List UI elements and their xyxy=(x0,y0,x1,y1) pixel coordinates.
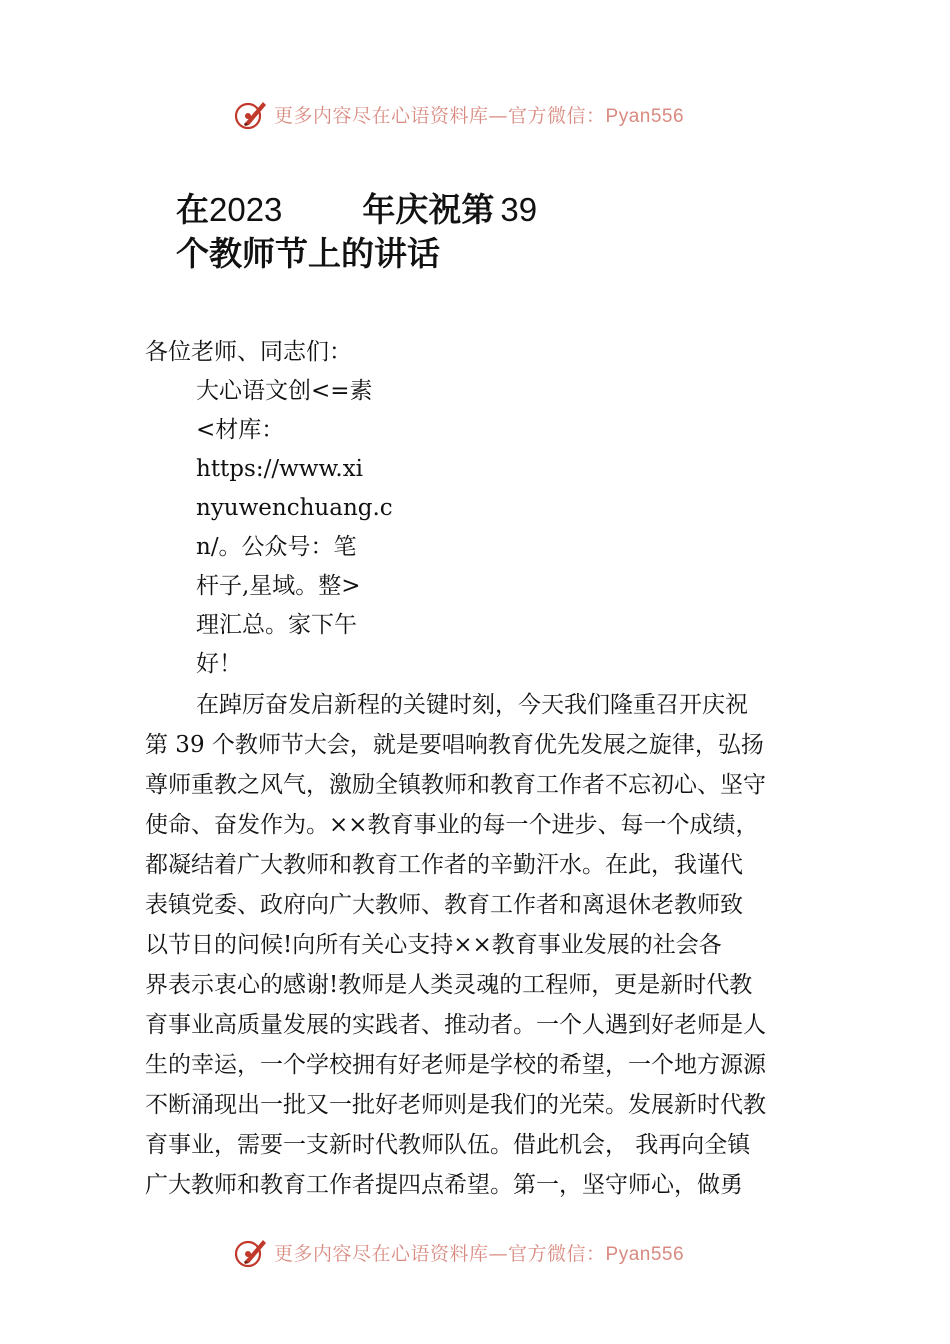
paragraph-line: 以节日的问候!向所有关心支持××教育事业发展的社会各 xyxy=(145,932,722,958)
paragraph-line: 第 39 个教师节大会，就是要唱响教育优先发展之旋律，弘扬 xyxy=(145,732,764,758)
inserted-line: https://www.xi xyxy=(196,456,364,482)
inserted-line: 大心语文创<=素 xyxy=(196,378,373,404)
watermark-text: 更多内容尽在心语资料库—官方微信：Pyan556 xyxy=(274,104,685,127)
inserted-line: <材库： xyxy=(196,417,285,443)
pen-nib-logo-icon xyxy=(232,96,268,132)
paragraph-line: 育事业，需要一支新时代教师队伍。借此机会， 我再向全镇 xyxy=(145,1132,751,1158)
paragraph-line: 在踔厉奋发启新程的关键时刻，今天我们隆重召开庆祝 xyxy=(196,692,748,718)
inserted-line: 好！ xyxy=(196,651,242,677)
watermark-header xyxy=(232,96,684,132)
inserted-line: 理汇总。家下午 xyxy=(196,612,357,638)
pen-nib-logo-icon xyxy=(232,1234,268,1270)
paragraph-line: 不断涌现出一批又一批好老师则是我们的光荣。发展新时代教 xyxy=(145,1092,766,1118)
inserted-line: n/。公众号：笔 xyxy=(196,534,357,560)
paragraph-line: 界表示衷心的感谢!教师是人类灵魂的工程师，更是新时代教 xyxy=(145,972,753,998)
inserted-line: nyuwenchuang.c xyxy=(196,495,393,521)
watermark-footer xyxy=(232,1234,684,1270)
paragraph-line: 育事业高质量发展的实践者、推动者。一个人遇到好老师是人 xyxy=(145,1012,766,1038)
paragraph-line: 尊师重教之风气，激励全镇教师和教育工作者不忘初心、坚守 xyxy=(145,772,766,798)
paragraph-line: 表镇党委、政府向广大教师、教育工作者和离退休老教师致 xyxy=(145,892,743,918)
watermark-text: 更多内容尽在心语资料库—官方微信：Pyan556 xyxy=(274,1242,685,1265)
paragraph-line: 使命、奋发作为。××教育事业的每一个进步、每一个成绩， xyxy=(145,812,759,838)
inserted-line: 杆子,星域。整> xyxy=(196,573,361,599)
paragraph-line: 生的幸运，一个学校拥有好老师是学校的希望，一个地方源源 xyxy=(145,1052,766,1078)
salutation: 各位老师、同志们： xyxy=(145,339,352,365)
document-title-line-1: 在2023 年庆祝第 39 xyxy=(176,190,538,229)
paragraph-line: 都凝结着广大教师和教育工作者的辛勤汗水。在此，我谨代 xyxy=(145,852,743,878)
document-title-line-2: 个教师节上的讲话 xyxy=(176,234,440,273)
paragraph-line: 广大教师和教育工作者提四点希望。第一，坚守师心，做勇 xyxy=(145,1172,743,1198)
